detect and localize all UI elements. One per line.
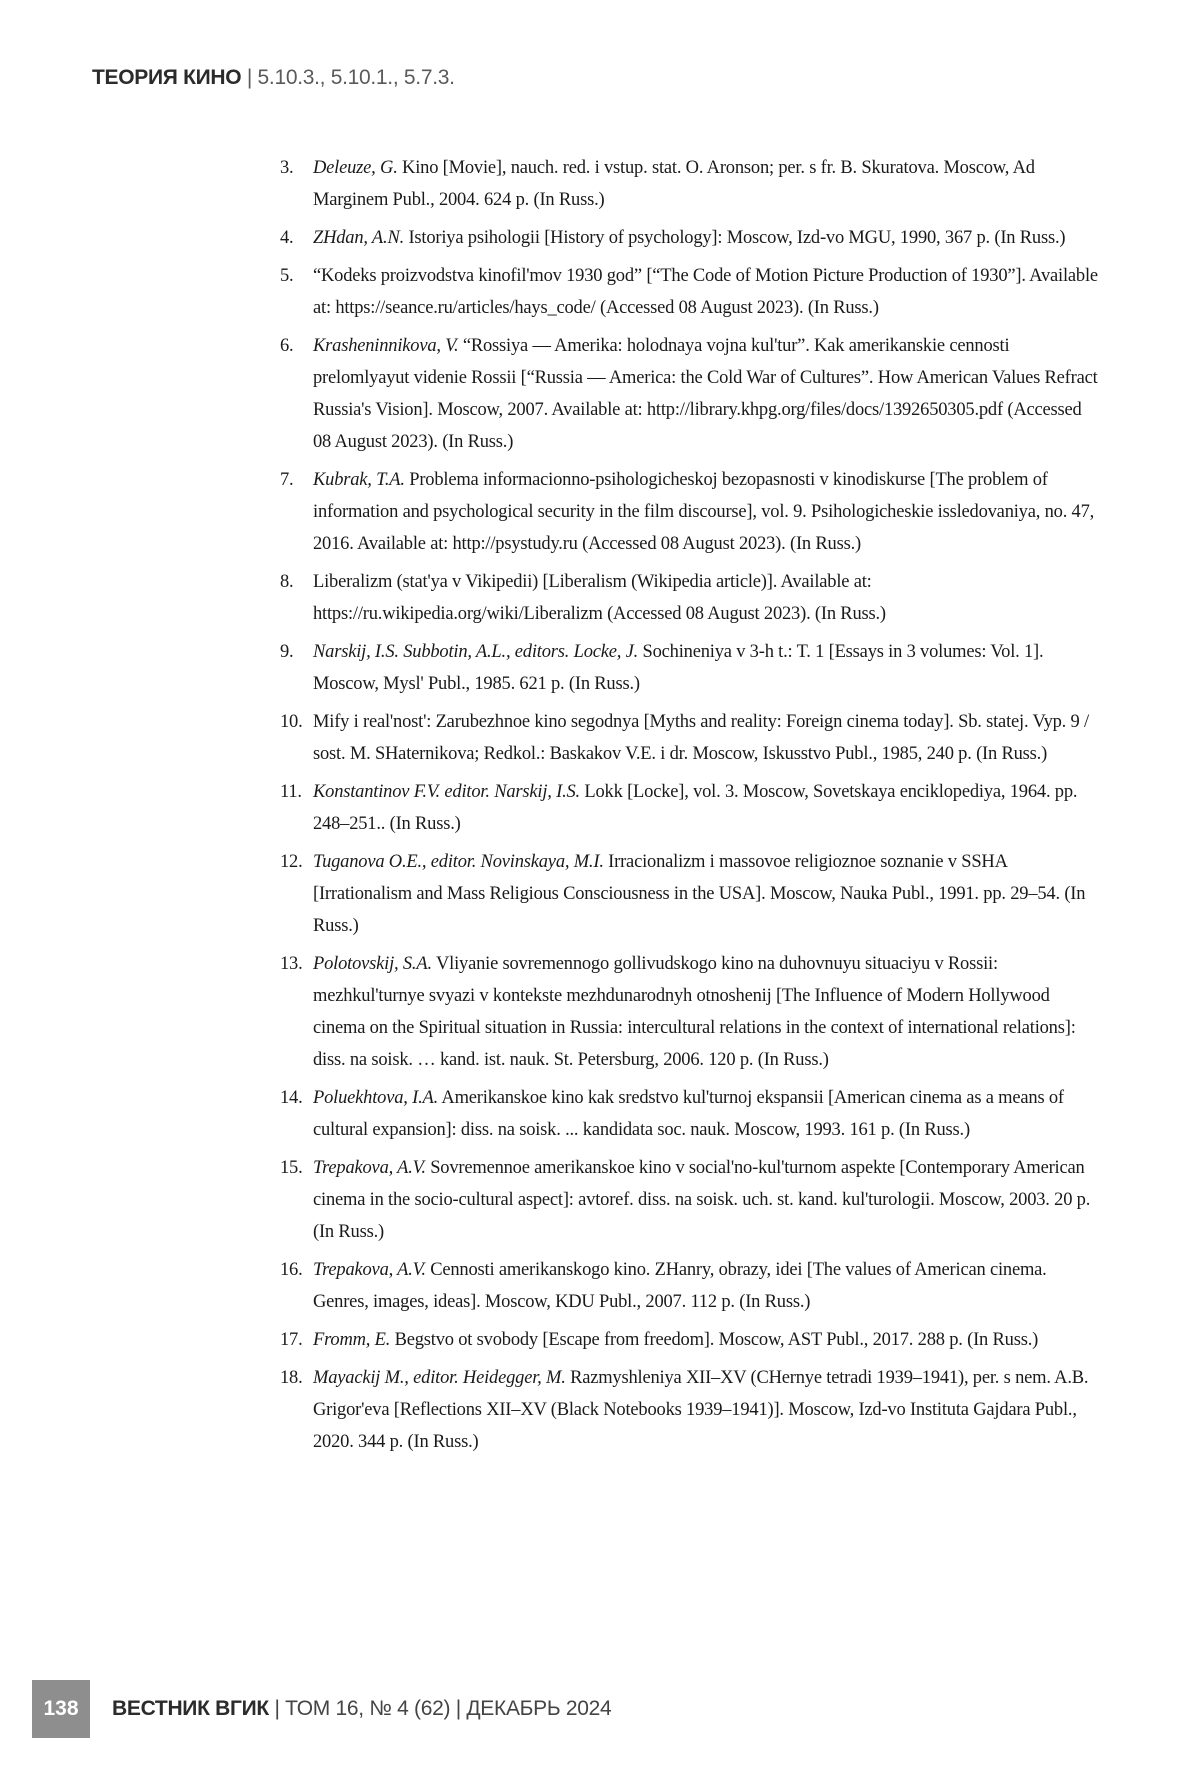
reference-text: Razmyshleniya XII–XV (CHernye tetradi 1939–1941), per. s nem. A.B. Grigor'eva [Reflections XII–XV (Black Notebooks 1939–1941)]. Moscow, Izd-vo Instituta Gajdara Publ., 2020. 344 p. (In Russ.) xyxy=(313,1368,1089,1452)
reference-text: Istoriya psihologii [History of psychology]: Moscow, Izd-vo MGU, 1990, 367 p. (In Russ.) xyxy=(404,228,1066,248)
reference-text: Vliyanie sovremennogo gollivudskogo kino na duhovnuyu situaciyu v Rossii: mezhkul'turnye svyazi v kontekste mezhdunarodnyh otnoshenij [The Influence of Modern Hollywood cinema on the Spiritual situation in Russia: intercultural relations in the context of international relations]: diss. na soisk. … kand. ist. nauk. St. Petersburg, 2006. 120 p. (In Russ.) xyxy=(313,954,1076,1070)
running-header xyxy=(92,66,455,90)
reference-text: Sochineniya v 3-h t.: T. 1 [Essays in 3 volumes: Vol. 1]. Moscow, Mysl' Publ., 1985. 621 p. (In Russ.) xyxy=(313,642,1044,694)
section-codes: | 5.10.3., 5.10.1., 5.7.3. xyxy=(241,66,455,89)
reference-number: 4. xyxy=(280,228,294,248)
reference-number: 11. xyxy=(280,782,302,802)
reference-item xyxy=(280,1362,1100,1458)
reference-number: 15. xyxy=(280,1158,303,1178)
journal-info xyxy=(112,1697,611,1721)
reference-number: 12. xyxy=(280,852,303,872)
reference-text: Cennosti amerikanskogo kino. ZHanry, obrazy, idei [The values of American cinema. Genres, images, ideas]. Moscow, KDU Publ., 2007. 112 p. (In Russ.) xyxy=(313,1260,1047,1312)
section-title: ТЕОРИЯ КИНО xyxy=(92,66,242,89)
reference-author: Deleuze, G. xyxy=(313,158,398,178)
reference-text: Irracionalizm i massovoe religioznoe soznanie v SSHA [Irrationalism and Mass Religious Consciousness in the USA]. Moscow, Nauka Publ., 1991. pp. 29–54. (In Russ.) xyxy=(313,852,1086,936)
reference-author: Poluekhtova, I.A. xyxy=(313,1088,439,1108)
reference-text: Begstvo ot svobody [Escape from freedom]. Moscow, AST Publ., 2017. 288 p. (In Russ.) xyxy=(390,1330,1039,1350)
reference-text: Kino [Movie], nauch. red. i vstup. stat. O. Aronson; per. s fr. B. Skuratova. Moscow, Ad Marginem Publ., 2004. 624 p. (In Russ.) xyxy=(313,158,1035,210)
reference-author: Konstantinov F.V. editor. Narskij, I.S. xyxy=(313,782,580,802)
page-footer xyxy=(32,1680,611,1738)
reference-item xyxy=(280,1152,1100,1248)
reference-item xyxy=(280,948,1100,1076)
reference-text: Sovremennoe amerikanskoe kino v social'no-kul'turnom aspekte [Contemporary American cinema in the socio-cultural aspect]: avtoref. diss. na soisk. uch. st. kand. kul'turologii. Moscow, 2003. 20 p. (In Russ.) xyxy=(313,1158,1091,1242)
reference-author: Krasheninnikova, V. xyxy=(313,336,459,356)
reference-author: Polotovskij, S.A. xyxy=(313,954,432,974)
reference-item xyxy=(280,1082,1100,1146)
reference-number: 13. xyxy=(280,954,303,974)
reference-author: Mayackij M., editor. Heidegger, M. xyxy=(313,1368,566,1388)
reference-author: Kubrak, T.A. xyxy=(313,470,405,490)
reference-number: 10. xyxy=(280,712,303,732)
reference-text: “Rossiya — Amerika: holodnaya vojna kul'tur”. Kak amerikanskie cennosti prelomlyayut videnie Rossii [“Russia — America: the Cold War of Cultures”. How American Values Refract Russia's Vision]. Moscow, 2007. Available at: http://library.khpg.org/files/docs/1392650305.pdf (Accessed 08 August 2023). (In Russ.) xyxy=(313,336,1098,452)
journal-issue: | ТОМ 16, № 4 (62) | ДЕКАБРЬ 2024 xyxy=(268,1697,612,1720)
reference-number: 7. xyxy=(280,470,294,490)
reference-item xyxy=(280,152,1100,216)
reference-number: 18. xyxy=(280,1368,303,1388)
reference-number: 14. xyxy=(280,1088,303,1108)
reference-item xyxy=(280,706,1100,770)
reference-item xyxy=(280,260,1100,324)
reference-text: Problema informacionno-psihologicheskoj bezopasnosti v kinodiskurse [The problem of information and psychological security in the film discourse], vol. 9. Psihologicheskie issledovaniya, no. 47, 2016. Available at: http://psystudy.ru (Accessed 08 August 2023). (In Russ.) xyxy=(313,470,1095,554)
reference-item xyxy=(280,566,1100,630)
reference-number: 3. xyxy=(280,158,294,178)
reference-item xyxy=(280,1254,1100,1318)
reference-author: Narskij, I.S. Subbotin, A.L., editors. Locke, J. xyxy=(313,642,639,662)
reference-author: Trepakova, A.V. xyxy=(313,1260,426,1280)
page-number: 138 xyxy=(32,1680,90,1738)
reference-item xyxy=(280,1324,1100,1356)
reference-list xyxy=(280,152,1100,1464)
reference-item xyxy=(280,222,1100,254)
reference-number: 16. xyxy=(280,1260,303,1280)
reference-author: ZHdan, A.N. xyxy=(313,228,405,248)
reference-item xyxy=(280,464,1100,560)
reference-text: “Kodeks proizvodstva kinofil'mov 1930 god” [“The Code of Motion Picture Production of 1930”]. Available at: https://seance.ru/articles/hays_code/ (Accessed 08 August 2023). (In Russ.) xyxy=(313,266,1098,318)
reference-item xyxy=(280,330,1100,458)
reference-text: Liberalizm (stat'ya v Vikipedii) [Liberalism (Wikipedia article)]. Available at: https://ru.wikipedia.org/wiki/Liberalizm (Accessed 08 August 2023). (In Russ.) xyxy=(313,572,886,624)
reference-item xyxy=(280,776,1100,840)
reference-item xyxy=(280,636,1100,700)
reference-number: 5. xyxy=(280,266,294,286)
reference-text: Mify i real'nost': Zarubezhnoe kino segodnya [Myths and reality: Foreign cinema today]. Sb. statej. Vyp. 9 / sost. M. SHaternikova; Redkol.: Baskakov V.E. i dr. Moscow, Iskusstvo Publ., 1985, 240 p. (In Russ.) xyxy=(313,712,1089,764)
reference-item xyxy=(280,846,1100,942)
reference-text: Lokk [Locke], vol. 3. Moscow, Sovetskaya enciklopediya, 1964. pp. 248–251.. (In Russ.) xyxy=(313,782,1078,834)
reference-number: 17. xyxy=(280,1330,303,1350)
reference-author: Tuganova O.E., editor. Novinskaya, M.I. xyxy=(313,852,604,872)
reference-number: 6. xyxy=(280,336,294,356)
reference-text: Amerikanskoe kino kak sredstvo kul'turnoj ekspansii [American cinema as a means of cultural expansion]: diss. na soisk. ... kandidata soc. nauk. Moscow, 1993. 161 p. (In Russ.) xyxy=(313,1088,1064,1140)
reference-author: Trepakova, A.V. xyxy=(313,1158,426,1178)
journal-name: ВЕСТНИК ВГИК xyxy=(112,1697,269,1720)
reference-number: 8. xyxy=(280,572,294,592)
reference-number: 9. xyxy=(280,642,294,662)
reference-author: Fromm, E. xyxy=(313,1330,391,1350)
